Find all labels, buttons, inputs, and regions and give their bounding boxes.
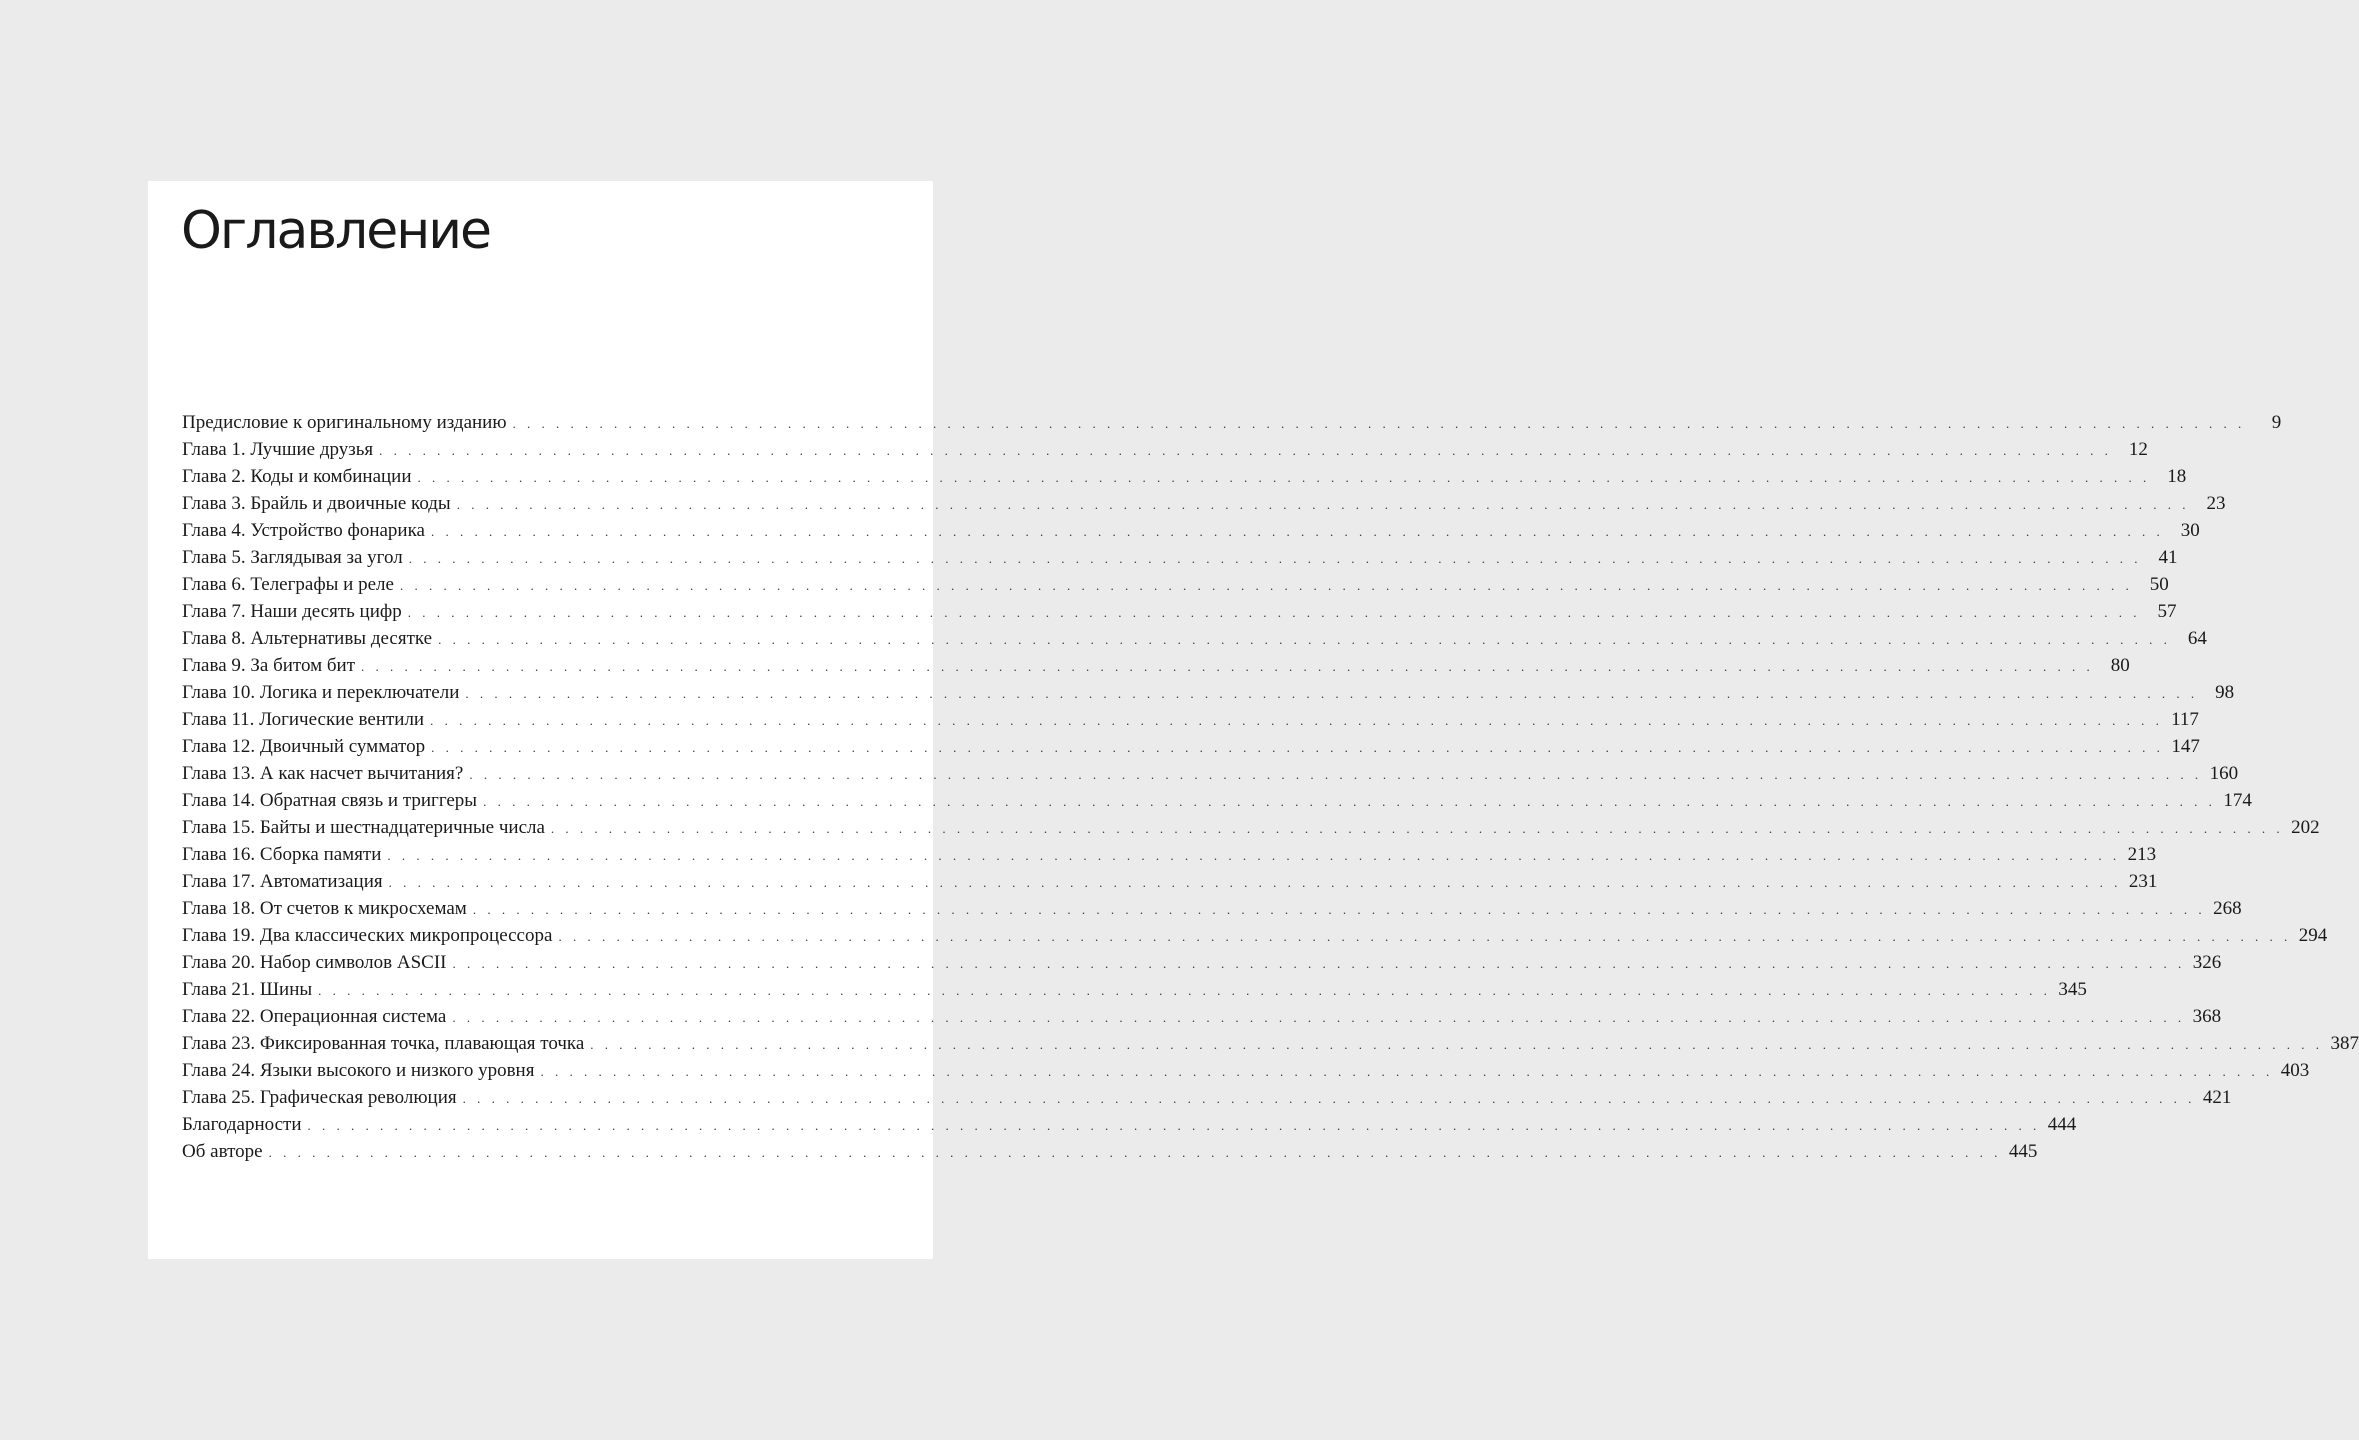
toc-entry-title: Глава 8. Альтернативы десятке: [182, 628, 433, 649]
toc-entry-title: Глава 22. Операционная система: [182, 1006, 447, 1027]
toc-entry: [182, 625, 2207, 652]
dot-leader: . . . . . . . . . . . . . . . . . . . . . . . . . . . . . . . . . . . . . . . . . . . . . . . . . . . . . . . . . . . . . . . . . . . . . . . . . . . . . . . . . . . . . . . . . . . . . . . . . . . . . . . . . . . . . . . . . . . . . . . .: [407, 605, 2141, 620]
toc-entry-title: Глава 18. От счетов к микросхемам: [182, 898, 467, 919]
toc-entry-title: Глава 25. Графическая революция: [182, 1087, 457, 1108]
toc-entry: [182, 733, 2200, 760]
toc-entry: [182, 760, 2239, 787]
toc-entry-title: Глава 10. Логика и переключатели: [182, 682, 460, 703]
toc-entry: [182, 463, 2187, 490]
toc-entry-page-number: 57: [2157, 601, 2177, 622]
dot-leader: . . . . . . . . . . . . . . . . . . . . . . . . . . . . . . . . . . . . . . . . . . . . . . . . . . . . . . . . . . . . . . . . . . . . . . . . . . . . . . . . . . . . . . . . . . . . . . . . . . . . . . . . . . . . . . . . . . . . . . . .: [462, 1091, 2196, 1106]
dot-leader: . . . . . . . . . . . . . . . . . . . . . . . . . . . . . . . . . . . . . . . . . . . . . . . . . . . . . . . . . . . . . . . . . . . . . . . . . . . . . . . . . . . . . . . . . . . . . . . . . . . . . . . . . . . . . . . . . . . . . . . .: [430, 713, 2163, 728]
toc-entry-title: Глава 2. Коды и комбинации: [182, 466, 412, 487]
toc-entry-title: Благодарности: [182, 1114, 302, 1135]
toc-entry-page-number: 445: [2008, 1141, 2038, 1162]
toc-entry-page-number: 147: [2171, 736, 2200, 757]
toc-entry-page-number: 421: [2202, 1087, 2232, 1108]
dot-leader: . . . . . . . . . . . . . . . . . . . . . . . . . . . . . . . . . . . . . . . . . . . . . . . . . . . . . . . . . . . . . . . . . . . . . . . . . . . . . . . . . . . . . . . . . . . . . . . . . . . . . . . . . . . . . . . . . . . . . . . .: [540, 1064, 2274, 1079]
dot-leader: . . . . . . . . . . . . . . . . . . . . . . . . . . . . . . . . . . . . . . . . . . . . . . . . . . . . . . . . . . . . . . . . . . . . . . . . . . . . . . . . . . . . . . . . . . . . . . . . . . . . . . . . . . . . . . . . . . . . . . . .: [387, 848, 2121, 863]
toc-entry-page-number: 294: [2298, 925, 2328, 946]
toc-entry: [182, 436, 2148, 463]
dot-leader: . . . . . . . . . . . . . . . . . . . . . . . . . . . . . . . . . . . . . . . . . . . . . . . . . . . . . . . . . . . . . . . . . . . . . . . . . . . . . . . . . . . . . . . . . . . . . . . . . . . . . . . . . . . . . . . . . . . . . . . .: [268, 1145, 2002, 1160]
toc-entry-page-number: 41: [2158, 547, 2178, 568]
toc-entry-title: Глава 15. Байты и шестнадцатеричные числа: [182, 817, 545, 838]
toc-entry: [182, 1084, 2232, 1111]
toc-entry: [182, 976, 2087, 1003]
toc-entry-page-number: 80: [2110, 655, 2130, 676]
toc-entry-page-number: 268: [2213, 898, 2242, 919]
toc-entry: [182, 490, 2226, 517]
dot-leader: . . . . . . . . . . . . . . . . . . . . . . . . . . . . . . . . . . . . . . . . . . . . . . . . . . . . . . . . . . . . . . . . . . . . . . . . . . . . . . . . . . . . . . . . . . . . . . . . . . . . . . . . . . . . . . . . . . . . . . . .: [379, 443, 2112, 458]
toc-entry-page-number: 12: [2128, 439, 2148, 460]
toc-entry-title: Глава 11. Логические вентили: [182, 709, 425, 730]
toc-entry: [182, 787, 2252, 814]
dot-leader: . . . . . . . . . . . . . . . . . . . . . . . . . . . . . . . . . . . . . . . . . . . . . . . . . . . . . . . . . . . . . . . . . . . . . . . . . . . . . . . . . . . . . . . . . . . . . . . . . . . . . . . . . . . . . . . . . . . . . . . .: [408, 551, 2142, 566]
toc-entry-title: Глава 6. Телеграфы и реле: [182, 574, 394, 595]
toc-entry-title: Глава 24. Языки высокого и низкого уровня: [182, 1060, 535, 1081]
toc-entry-page-number: 50: [2149, 574, 2169, 595]
dot-leader: . . . . . . . . . . . . . . . . . . . . . . . . . . . . . . . . . . . . . . . . . . . . . . . . . . . . . . . . . . . . . . . . . . . . . . . . . . . . . . . . . . . . . . . . . . . . . . . . . . . . . . . . . . . . . . . . . . . . . . . .: [472, 902, 2206, 917]
toc-entry-page-number: 9: [2271, 412, 2282, 433]
toc-entry: [182, 1138, 2038, 1165]
toc-entry: [182, 895, 2242, 922]
toc-entry-title: Глава 19. Два классических микропроцессора: [182, 925, 553, 946]
dot-leader: . . . . . . . . . . . . . . . . . . . . . . . . . . . . . . . . . . . . . . . . . . . . . . . . . . . . . . . . . . . . . . . . . . . . . . . . . . . . . . . . . . . . . . . . . . . . . . . . . . . . . . . . . . . . . . . . . . . . . . . .: [452, 1010, 2186, 1025]
toc-entry-page-number: 345: [2058, 979, 2087, 1000]
dot-leader: . . . . . . . . . . . . . . . . . . . . . . . . . . . . . . . . . . . . . . . . . . . . . . . . . . . . . . . . . . . . . . . . . . . . . . . . . . . . . . . . . . . . . . . . . . . . . . . . . . . . . . . . . . . . . . . . . . . . . . . .: [456, 497, 2190, 512]
toc-entry: [182, 544, 2178, 571]
dot-leader: . . . . . . . . . . . . . . . . . . . . . . . . . . . . . . . . . . . . . . . . . . . . . . . . . . . . . . . . . . . . . . . . . . . . . . . . . . . . . . . . . . . . . . . . . . . . . . . . . . . . . . . . . . . . . . . . . . . . . . . .: [318, 983, 2051, 998]
table-of-contents: [182, 409, 2359, 1165]
toc-entry: [182, 706, 2199, 733]
toc-entry-title: Глава 12. Двоичный сумматор: [182, 736, 426, 757]
toc-entry-title: Глава 16. Сборка памяти: [182, 844, 382, 865]
toc-entry-page-number: 64: [2187, 628, 2207, 649]
toc-entry-title: Глава 14. Обратная связь и триггеры: [182, 790, 478, 811]
toc-entry-page-number: 18: [2167, 466, 2187, 487]
toc-entry-title: Глава 20. Набор символов ASCII: [182, 952, 447, 973]
toc-entry-page-number: 202: [2291, 817, 2320, 838]
toc-entry-title: Глава 13. А как насчет вычитания?: [182, 763, 464, 784]
dot-leader: . . . . . . . . . . . . . . . . . . . . . . . . . . . . . . . . . . . . . . . . . . . . . . . . . . . . . . . . . . . . . . . . . . . . . . . . . . . . . . . . . . . . . . . . . . . . . . . . . . . . . . . . . . . . . . . . . . . . . . . .: [399, 578, 2133, 593]
toc-entry-title: Глава 5. Заглядывая за угол: [182, 547, 403, 568]
dot-leader: . . . . . . . . . . . . . . . . . . . . . . . . . . . . . . . . . . . . . . . . . . . . . . . . . . . . . . . . . . . . . . . . . . . . . . . . . . . . . . . . . . . . . . . . . . . . . . . . . . . . . . . . . . . . . . . . . . . . . . . .: [431, 740, 2164, 755]
dot-leader: . . . . . . . . . . . . . . . . . . . . . . . . . . . . . . . . . . . . . . . . . . . . . . . . . . . . . . . . . . . . . . . . . . . . . . . . . . . . . . . . . . . . . . . . . . . . . . . . . . . . . . . . . . . . . . . . . . . . . . . .: [438, 632, 2171, 647]
toc-entry: [182, 814, 2320, 841]
toc-entry: [182, 1003, 2222, 1030]
toc-entry-title: Глава 7. Наши десять цифр: [182, 601, 402, 622]
toc-entry: [182, 571, 2169, 598]
toc-entry: [182, 868, 2158, 895]
toc-entry: [182, 949, 2222, 976]
toc-entry: [182, 598, 2177, 625]
toc-entry: [182, 922, 2328, 949]
toc-entry-title: Глава 21. Шины: [182, 979, 313, 1000]
toc-entry: [182, 409, 2282, 436]
dot-leader: . . . . . . . . . . . . . . . . . . . . . . . . . . . . . . . . . . . . . . . . . . . . . . . . . . . . . . . . . . . . . . . . . . . . . . . . . . . . . . . . . . . . . . . . . . . . . . . . . . . . . . . . . . . . . . . . . . . . . . . .: [469, 767, 2203, 782]
dot-leader: . . . . . . . . . . . . . . . . . . . . . . . . . . . . . . . . . . . . . . . . . . . . . . . . . . . . . . . . . . . . . . . . . . . . . . . . . . . . . . . . . . . . . . . . . . . . . . . . . . . . . . . . . . . . . . . . . . . . . . . .: [550, 821, 2284, 836]
dot-leader: . . . . . . . . . . . . . . . . . . . . . . . . . . . . . . . . . . . . . . . . . . . . . . . . . . . . . . . . . . . . . . . . . . . . . . . . . . . . . . . . . . . . . . . . . . . . . . . . . . . . . . . . . . . . . . . . . . . . . . . .: [430, 524, 2164, 539]
toc-entry: [182, 841, 2157, 868]
toc-entry-title: Предисловие к оригинальному изданию: [182, 412, 507, 433]
toc-entry-page-number: 98: [2215, 682, 2235, 703]
toc-entry-page-number: 174: [2223, 790, 2252, 811]
dot-leader: . . . . . . . . . . . . . . . . . . . . . . . . . . . . . . . . . . . . . . . . . . . . . . . . . . . . . . . . . . . . . . . . . . . . . . . . . . . . . . . . . . . . . . . . . . . . . . . . . . . . . . . . . . . . . . . . . . . . . . . .: [388, 875, 2122, 890]
toc-entry: [182, 679, 2235, 706]
toc-entry-title: Глава 3. Брайль и двоичные коды: [182, 493, 451, 514]
book-page: [148, 181, 2359, 1259]
toc-entry-page-number: 23: [2206, 493, 2226, 514]
toc-entry-page-number: 231: [2128, 871, 2158, 892]
toc-entry-page-number: 326: [2192, 952, 2222, 973]
dot-leader: . . . . . . . . . . . . . . . . . . . . . . . . . . . . . . . . . . . . . . . . . . . . . . . . . . . . . . . . . . . . . . . . . . . . . . . . . . . . . . . . . . . . . . . . . . . . . . . . . . . . . . . . . . . . . . . . . . . . . . . .: [590, 1037, 2324, 1052]
toc-entry-page-number: 160: [2209, 763, 2239, 784]
toc-entry-page-number: 368: [2192, 1006, 2222, 1027]
toc-entry: [182, 1111, 2077, 1138]
toc-entry-page-number: 403: [2280, 1060, 2310, 1081]
dot-leader: . . . . . . . . . . . . . . . . . . . . . . . . . . . . . . . . . . . . . . . . . . . . . . . . . . . . . . . . . . . . . . . . . . . . . . . . . . . . . . . . . . . . . . . . . . . . . . . . . . . . . . . . . . . . . . . . . . . . . . . .: [452, 956, 2186, 971]
toc-entry: [182, 652, 2130, 679]
toc-entry-page-number: 30: [2180, 520, 2200, 541]
dot-leader: . . . . . . . . . . . . . . . . . . . . . . . . . . . . . . . . . . . . . . . . . . . . . . . . . . . . . . . . . . . . . . . . . . . . . . . . . . . . . . . . . . . . . . . . . . . . . . . . . . . . . . . . . . . . . . . . . . . . . . . .: [417, 470, 2151, 485]
dot-leader: . . . . . . . . . . . . . . . . . . . . . . . . . . . . . . . . . . . . . . . . . . . . . . . . . . . . . . . . . . . . . . . . . . . . . . . . . . . . . . . . . . . . . . . . . . . . . . . . . . . . . . . . . . . . . . . . . . . . . . . .: [361, 659, 2094, 674]
dot-leader: . . . . . . . . . . . . . . . . . . . . . . . . . . . . . . . . . . . . . . . . . . . . . . . . . . . . . . . . . . . . . . . . . . . . . . . . . . . . . . . . . . . . . . . . . . . . . . . . . . . . . . . . . . . . . . . . . . . . . . . .: [512, 416, 2246, 431]
toc-entry: [182, 1030, 2359, 1057]
toc-entry-title: Глава 23. Фиксированная точка, плавающая точка: [182, 1033, 585, 1054]
toc-entry-title: Глава 9. За битом бит: [182, 655, 356, 676]
toc-entry-title: Глава 4. Устройство фонарика: [182, 520, 425, 541]
toc-entry-page-number: 444: [2047, 1114, 2077, 1135]
page-title: Оглавление: [181, 201, 491, 261]
dot-leader: . . . . . . . . . . . . . . . . . . . . . . . . . . . . . . . . . . . . . . . . . . . . . . . . . . . . . . . . . . . . . . . . . . . . . . . . . . . . . . . . . . . . . . . . . . . . . . . . . . . . . . . . . . . . . . . . . . . . . . . .: [558, 929, 2292, 944]
toc-entry-page-number: 117: [2171, 709, 2199, 730]
toc-entry: [182, 1057, 2310, 1084]
toc-entry-page-number: 213: [2127, 844, 2157, 865]
dot-leader: . . . . . . . . . . . . . . . . . . . . . . . . . . . . . . . . . . . . . . . . . . . . . . . . . . . . . . . . . . . . . . . . . . . . . . . . . . . . . . . . . . . . . . . . . . . . . . . . . . . . . . . . . . . . . . . . . . . . . . . .: [465, 686, 2199, 701]
dot-leader: . . . . . . . . . . . . . . . . . . . . . . . . . . . . . . . . . . . . . . . . . . . . . . . . . . . . . . . . . . . . . . . . . . . . . . . . . . . . . . . . . . . . . . . . . . . . . . . . . . . . . . . . . . . . . . . . . . . . . . . .: [483, 794, 2216, 809]
toc-entry-title: Глава 1. Лучшие друзья: [182, 439, 374, 460]
toc-entry: [182, 517, 2200, 544]
toc-entry-title: Об авторе: [182, 1141, 263, 1162]
toc-entry-title: Глава 17. Автоматизация: [182, 871, 383, 892]
toc-entry-page-number: 387: [2330, 1033, 2359, 1054]
dot-leader: . . . . . . . . . . . . . . . . . . . . . . . . . . . . . . . . . . . . . . . . . . . . . . . . . . . . . . . . . . . . . . . . . . . . . . . . . . . . . . . . . . . . . . . . . . . . . . . . . . . . . . . . . . . . . . . . . . . . . . . .: [307, 1118, 2041, 1133]
